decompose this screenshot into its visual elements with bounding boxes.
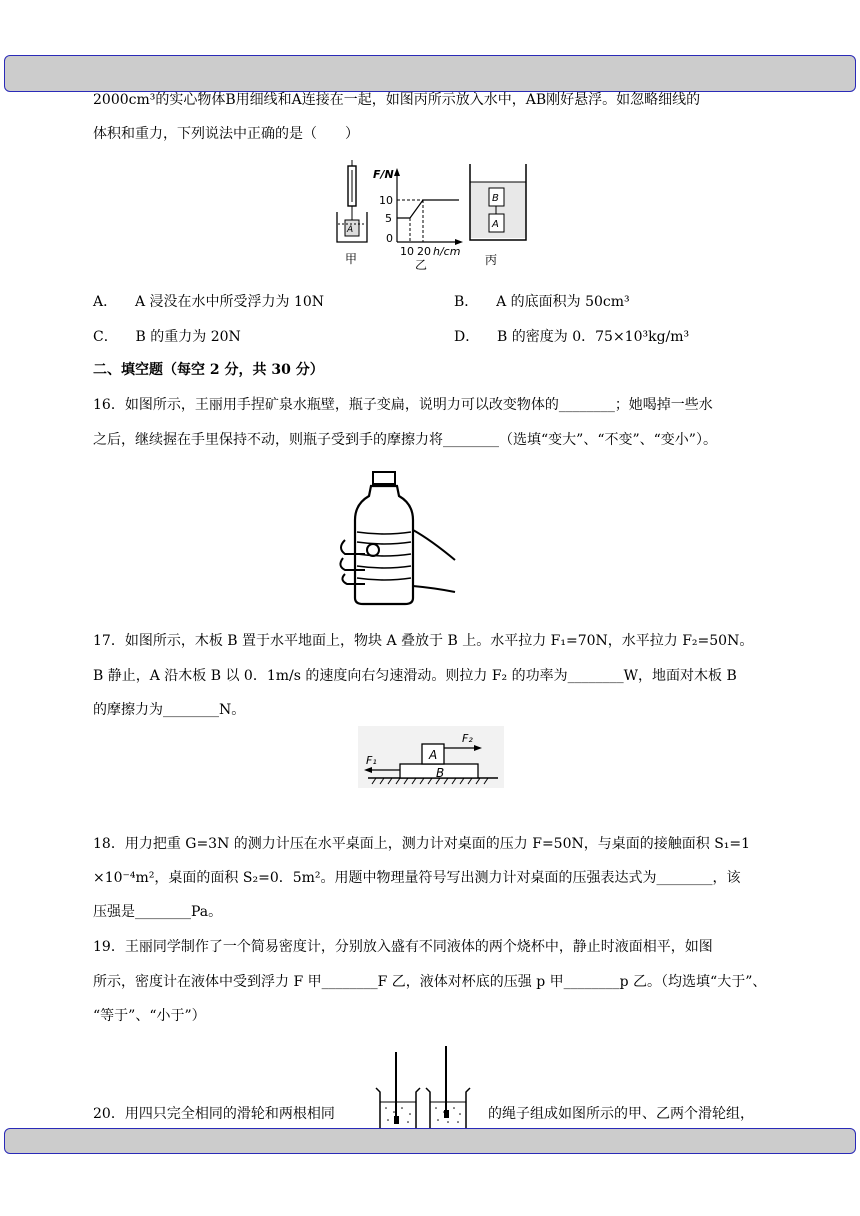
q16-line-1: 16．如图所示，王丽用手捏矿泉水瓶壁，瓶子变扁，说明力可以改变物体的________；她喝掉一些水 [93, 397, 713, 413]
svg-text:B: B [492, 193, 499, 204]
svg-text:A: A [492, 219, 499, 230]
svg-text:5: 5 [385, 212, 392, 225]
q15-option-b: B． A 的底面积为 50cm³ [454, 294, 630, 310]
q15-line-2: 体积和重力，下列说法中正确的是（ ） [93, 126, 359, 142]
water-bottle-figure [335, 470, 457, 606]
svg-text:10: 10 [379, 194, 393, 207]
svg-text:h/cm: h/cm [433, 245, 461, 258]
force-depth-graph [373, 168, 463, 270]
footer-band [4, 1128, 856, 1154]
svg-text:A: A [429, 748, 438, 762]
q15-line-1: 2000cm³的实心物体B用细线和A连接在一起，如图丙所示放入水中，AB刚好悬浮。如忽略细线的 [93, 92, 701, 108]
q19-line-2: 所示，密度计在液体中受到浮力 F 甲________F 乙，液体对杯底的压强 p 甲________p 乙。（均选填“大于”、 [93, 974, 767, 990]
q17-line-3: 的摩擦力为________N。 [93, 702, 246, 718]
header-band [4, 55, 856, 92]
board-block-figure [358, 726, 504, 788]
q17-line-1: 17．如图所示，木板 B 置于水平地面上，物块 A 叠放于 B 上。水平拉力 F₁=70N，水平拉力 F₂=50N。 [93, 633, 754, 649]
q15-option-a: A． A 浸没在水中所受浮力为 10N [93, 294, 325, 310]
spring-scale-diagram [337, 160, 367, 266]
svg-text:10: 10 [400, 245, 414, 258]
svg-text:甲: 甲 [345, 252, 358, 266]
q15-option-d: D． B 的密度为 0．75×10³kg/m³ [454, 329, 690, 345]
q20-text-left: 20．用四只完全相同的滑轮和两根相同 [93, 1106, 335, 1122]
svg-text:乙: 乙 [415, 258, 428, 270]
q19-line-1: 19．王丽同学制作了一个简易密度计，分别放入盛有不同液体的两个烧杯中，静止时液面相平，如图 [93, 939, 713, 955]
q18-line-2: ×10⁻⁴m²，桌面的面积 S₂=0．5m²。用题中物理量符号写出测力计对桌面的压强表达式为________，该 [93, 870, 741, 886]
section-heading: 二、填空题（每空 2 分，共 30 分） [93, 362, 324, 378]
q17-line-2: B 静止，A 沿木板 B 以 0．1m/s 的速度向右匀速滑动。则拉力 F₂ 的功率为________W，地面对木板 B [93, 668, 737, 684]
q19-line-3: “等于”、“小于”） [93, 1008, 206, 1024]
svg-text:F₂: F₂ [462, 732, 473, 745]
container-diagram [470, 164, 526, 267]
q20-text-right: 的绳子组成如图所示的甲、乙两个滑轮组， [488, 1106, 754, 1122]
q15-option-c: C． B 的重力为 20N [93, 329, 241, 345]
svg-text:B: B [436, 766, 445, 780]
q15-figure [333, 158, 533, 270]
q16-line-2: 之后，继续握在手里保持不动，则瓶子受到手的摩擦力将________（选填“变大”、“不变”、“变小”）。 [93, 432, 717, 448]
svg-text:20: 20 [417, 245, 431, 258]
svg-text:F/N: F/N [373, 168, 394, 181]
svg-text:丙: 丙 [485, 253, 498, 267]
q18-line-3: 压强是________Pa。 [93, 904, 223, 920]
svg-text:A: A [347, 225, 354, 235]
q18-line-1: 18．用力把重 G=3N 的测力计压在水平桌面上，测力计对桌面的压力 F=50N，与桌面的接触面积 S₁=1 [93, 836, 751, 852]
svg-text:F₁: F₁ [366, 754, 377, 767]
svg-text:0: 0 [386, 232, 393, 245]
